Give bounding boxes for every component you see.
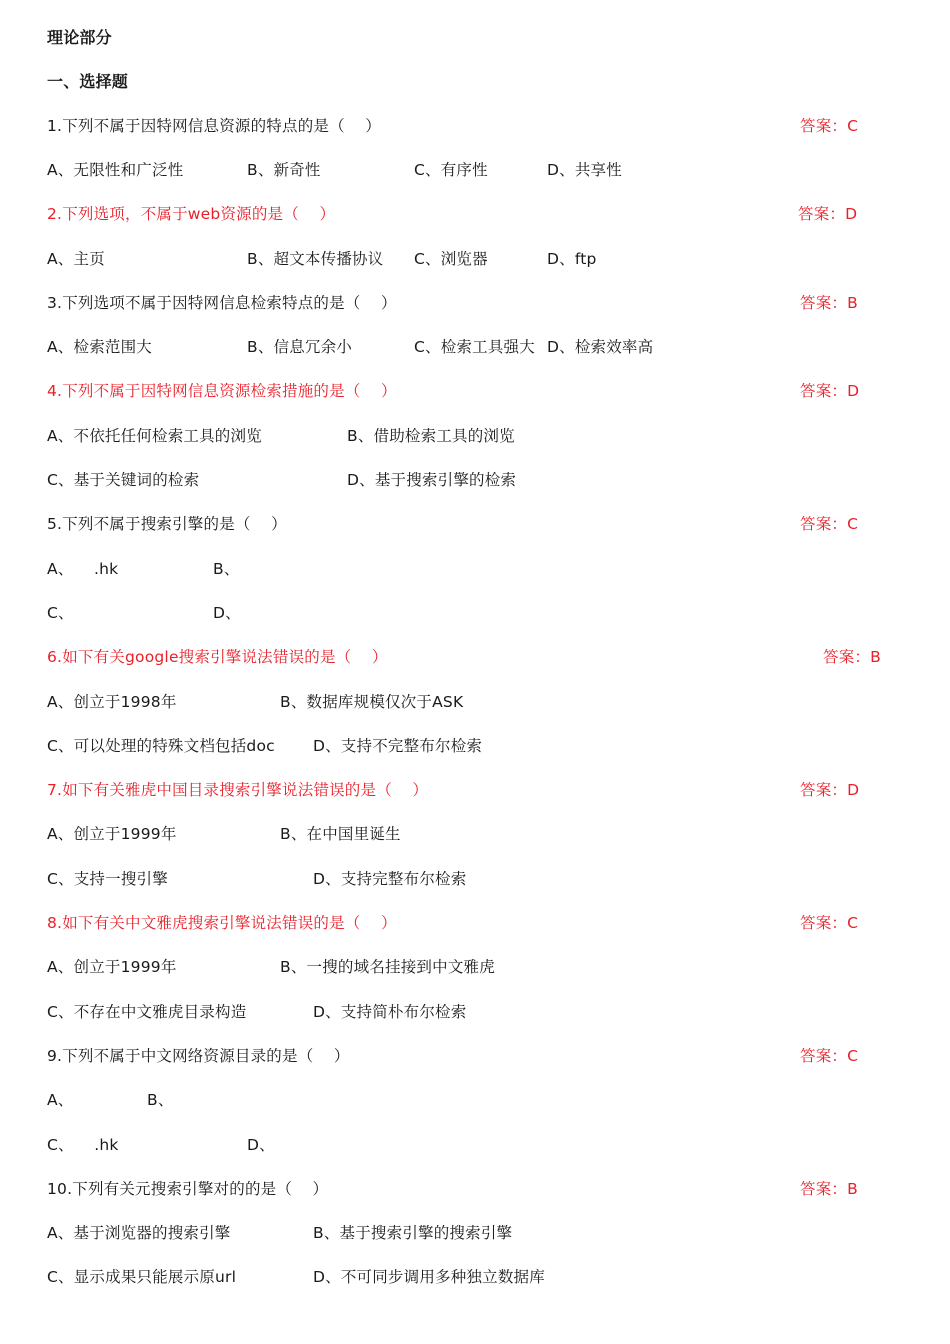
q8-option-a: A、创立于1999年 bbox=[47, 958, 177, 976]
answer-2: 答案：D bbox=[798, 205, 858, 223]
q6-option-b: B、数据库规模仅次于ASK bbox=[280, 693, 464, 711]
q3-option-c: C、检索工具强大 bbox=[414, 338, 535, 356]
q6-option-a: A、创立于1998年 bbox=[47, 693, 177, 711]
q1-option-d: D、共享性 bbox=[547, 161, 622, 179]
q5-option-b: B、 bbox=[213, 560, 240, 578]
q7-option-c: C、支持一搜引擎 bbox=[47, 870, 168, 888]
answer-6: 答案：B bbox=[823, 648, 881, 666]
question-7: 7.如下有关雅虎中国目录搜索引擎说法错误的是（ ） bbox=[47, 781, 429, 799]
q3-option-b: B、信息冗余小 bbox=[247, 338, 353, 356]
q5-option-c: C、 bbox=[47, 604, 74, 622]
question-1: 1.下列不属于因特网信息资源的特点的是（ ） bbox=[47, 117, 381, 135]
q2-option-d: D、ftp bbox=[547, 250, 597, 268]
answer-8: 答案：C bbox=[800, 914, 859, 932]
question-4: 4.下列不属于因特网信息资源检索措施的是（ ） bbox=[47, 382, 397, 400]
q10-option-b: B、基于搜索引擎的搜索引擎 bbox=[313, 1224, 513, 1242]
q10-option-c: C、显示成果只能展示原url bbox=[47, 1268, 237, 1286]
q1-option-c: C、有序性 bbox=[414, 161, 488, 179]
q5-option-d: D、 bbox=[213, 604, 241, 622]
q4-option-c: C、基于关键词的检索 bbox=[47, 471, 200, 489]
answer-9: 答案：C bbox=[800, 1047, 859, 1065]
question-3: 3.下列选项不属于因特网信息检索特点的是（ ） bbox=[47, 294, 397, 312]
q7-option-d: D、支持完整布尔检索 bbox=[313, 870, 467, 888]
q2-option-c: C、浏览器 bbox=[414, 250, 488, 268]
q9-option-a: A、 bbox=[47, 1091, 74, 1109]
q3-option-d: D、检索效率高 bbox=[547, 338, 654, 356]
question-8: 8.如下有关中文雅虎搜索引擎说法错误的是（ ） bbox=[47, 914, 397, 932]
q7-option-a: A、创立于1999年 bbox=[47, 825, 177, 843]
q2-option-a: A、主页 bbox=[47, 250, 105, 268]
q10-option-a: A、基于浏览器的搜索引擎 bbox=[47, 1224, 231, 1242]
answer-10: 答案：B bbox=[800, 1180, 858, 1198]
q8-option-b: B、一搜的域名挂接到中文雅虎 bbox=[280, 958, 495, 976]
q4-option-d: D、基于搜索引擎的检索 bbox=[347, 471, 517, 489]
page-heading: 理论部分 bbox=[47, 28, 112, 47]
q1-option-a: A、无限性和广泛性 bbox=[47, 161, 184, 179]
question-10: 10.下列有关元搜索引擎对的的是（ ） bbox=[47, 1180, 329, 1198]
q10-option-d: D、不可同步调用多种独立数据库 bbox=[313, 1268, 545, 1286]
question-5: 5.下列不属于搜索引擎的是（ ） bbox=[47, 515, 287, 533]
q9-option-b: B、 bbox=[147, 1091, 174, 1109]
q8-option-d: D、支持简朴布尔检索 bbox=[313, 1003, 467, 1021]
q9-option-d: D、 bbox=[247, 1136, 275, 1154]
question-9: 9.下列不属于中文网络资源目录的是（ ） bbox=[47, 1047, 350, 1065]
answer-3: 答案：B bbox=[800, 294, 858, 312]
answer-5: 答案：C bbox=[800, 515, 859, 533]
section-heading: 一、选择题 bbox=[47, 72, 129, 91]
q9-option-c: C、 .hk bbox=[47, 1136, 119, 1154]
answer-4: 答案：D bbox=[800, 382, 860, 400]
answer-7: 答案：D bbox=[800, 781, 860, 799]
q1-option-b: B、新奇性 bbox=[247, 161, 321, 179]
q5-option-a: A、 .hk bbox=[47, 560, 119, 578]
q6-option-c: C、可以处理的特殊文档包括doc bbox=[47, 737, 275, 755]
q7-option-b: B、在中国里诞生 bbox=[280, 825, 401, 843]
q8-option-c: C、不存在中文雅虎目录构造 bbox=[47, 1003, 247, 1021]
question-6: 6.如下有关google搜索引擎说法错误的是（ ） bbox=[47, 648, 388, 666]
answer-1: 答案：C bbox=[800, 117, 859, 135]
q6-option-d: D、支持不完整布尔检索 bbox=[313, 737, 483, 755]
q4-option-a: A、不依托任何检索工具的浏览 bbox=[47, 427, 262, 445]
question-2: 2.下列选项，不属于web资源的是（ ） bbox=[47, 205, 336, 223]
q3-option-a: A、检索范围大 bbox=[47, 338, 153, 356]
q4-option-b: B、借助检索工具的浏览 bbox=[347, 427, 515, 445]
q2-option-b: B、超文本传播协议 bbox=[247, 250, 384, 268]
